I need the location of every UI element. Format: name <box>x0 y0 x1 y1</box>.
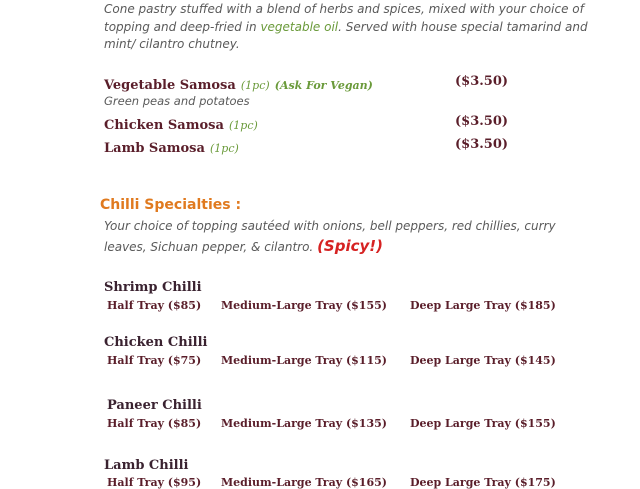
item-name: Vegetable Samosa <box>104 78 236 93</box>
medium-large-tray-price: Medium-Large Tray ($115) <box>221 354 387 367</box>
samosa-description-text: topping and deep-fried in <box>104 20 261 34</box>
half-tray-price: Half Tray ($75) <box>107 354 202 367</box>
item-note: (Ask For Vegan) <box>274 79 373 92</box>
menu-item-chicken-chilli: Chicken Chilli <box>104 335 208 350</box>
deep-large-tray-price: Deep Large Tray ($145) <box>410 354 556 367</box>
chilli-description-line1: Your choice of topping sautéed with onions, bell peppers, red chillies, curry <box>104 219 556 233</box>
deep-large-tray-price: Deep Large Tray ($185) <box>410 299 556 312</box>
item-subtitle: Green peas and potatoes <box>104 94 250 108</box>
medium-large-tray-price: Medium-Large Tray ($155) <box>221 299 387 312</box>
menu-item-lamb-samosa <box>104 137 239 156</box>
menu-item-shrimp-chilli: Shrimp Chilli <box>104 280 202 295</box>
deep-large-tray-price: Deep Large Tray ($175) <box>410 476 556 489</box>
chilli-description-line2 <box>104 235 383 258</box>
item-name: Chicken Samosa <box>104 118 224 133</box>
half-tray-price: Half Tray ($85) <box>107 417 202 430</box>
half-tray-price: Half Tray ($95) <box>107 476 202 489</box>
menu-item-lamb-chilli: Lamb Chilli <box>104 458 189 473</box>
item-quantity: (1pc) <box>210 142 239 155</box>
deep-large-tray-price: Deep Large Tray ($155) <box>410 417 556 430</box>
menu-item-paneer-chilli: Paneer Chilli <box>107 398 202 413</box>
samosa-description-text-cont: . Served with house special tamarind and <box>338 20 588 34</box>
section-title-chilli-specialties: Chilli Specialties : <box>100 197 242 213</box>
item-name: Lamb Samosa <box>104 141 205 156</box>
item-quantity: (1pc) <box>240 79 270 92</box>
vegetable-oil-highlight: vegetable oil <box>260 20 339 34</box>
item-price: ($3.50) <box>455 74 509 89</box>
item-price: ($3.50) <box>455 114 509 129</box>
samosa-description-line3: mint/ cilantro chutney. <box>104 37 240 51</box>
half-tray-price: Half Tray ($85) <box>107 299 202 312</box>
medium-large-tray-price: Medium-Large Tray ($135) <box>221 417 387 430</box>
item-price: ($3.50) <box>455 137 509 152</box>
chilli-description-text: leaves, Sichuan pepper, & cilantro. <box>104 240 318 254</box>
spicy-label: (Spicy!) <box>317 237 383 255</box>
item-quantity: (1pc) <box>228 119 258 132</box>
medium-large-tray-price: Medium-Large Tray ($165) <box>221 476 387 489</box>
samosa-description-line1: Cone pastry stuffed with a blend of herbs and spices, mixed with your choice of <box>104 2 584 16</box>
menu-item-chicken-samosa <box>104 114 258 133</box>
